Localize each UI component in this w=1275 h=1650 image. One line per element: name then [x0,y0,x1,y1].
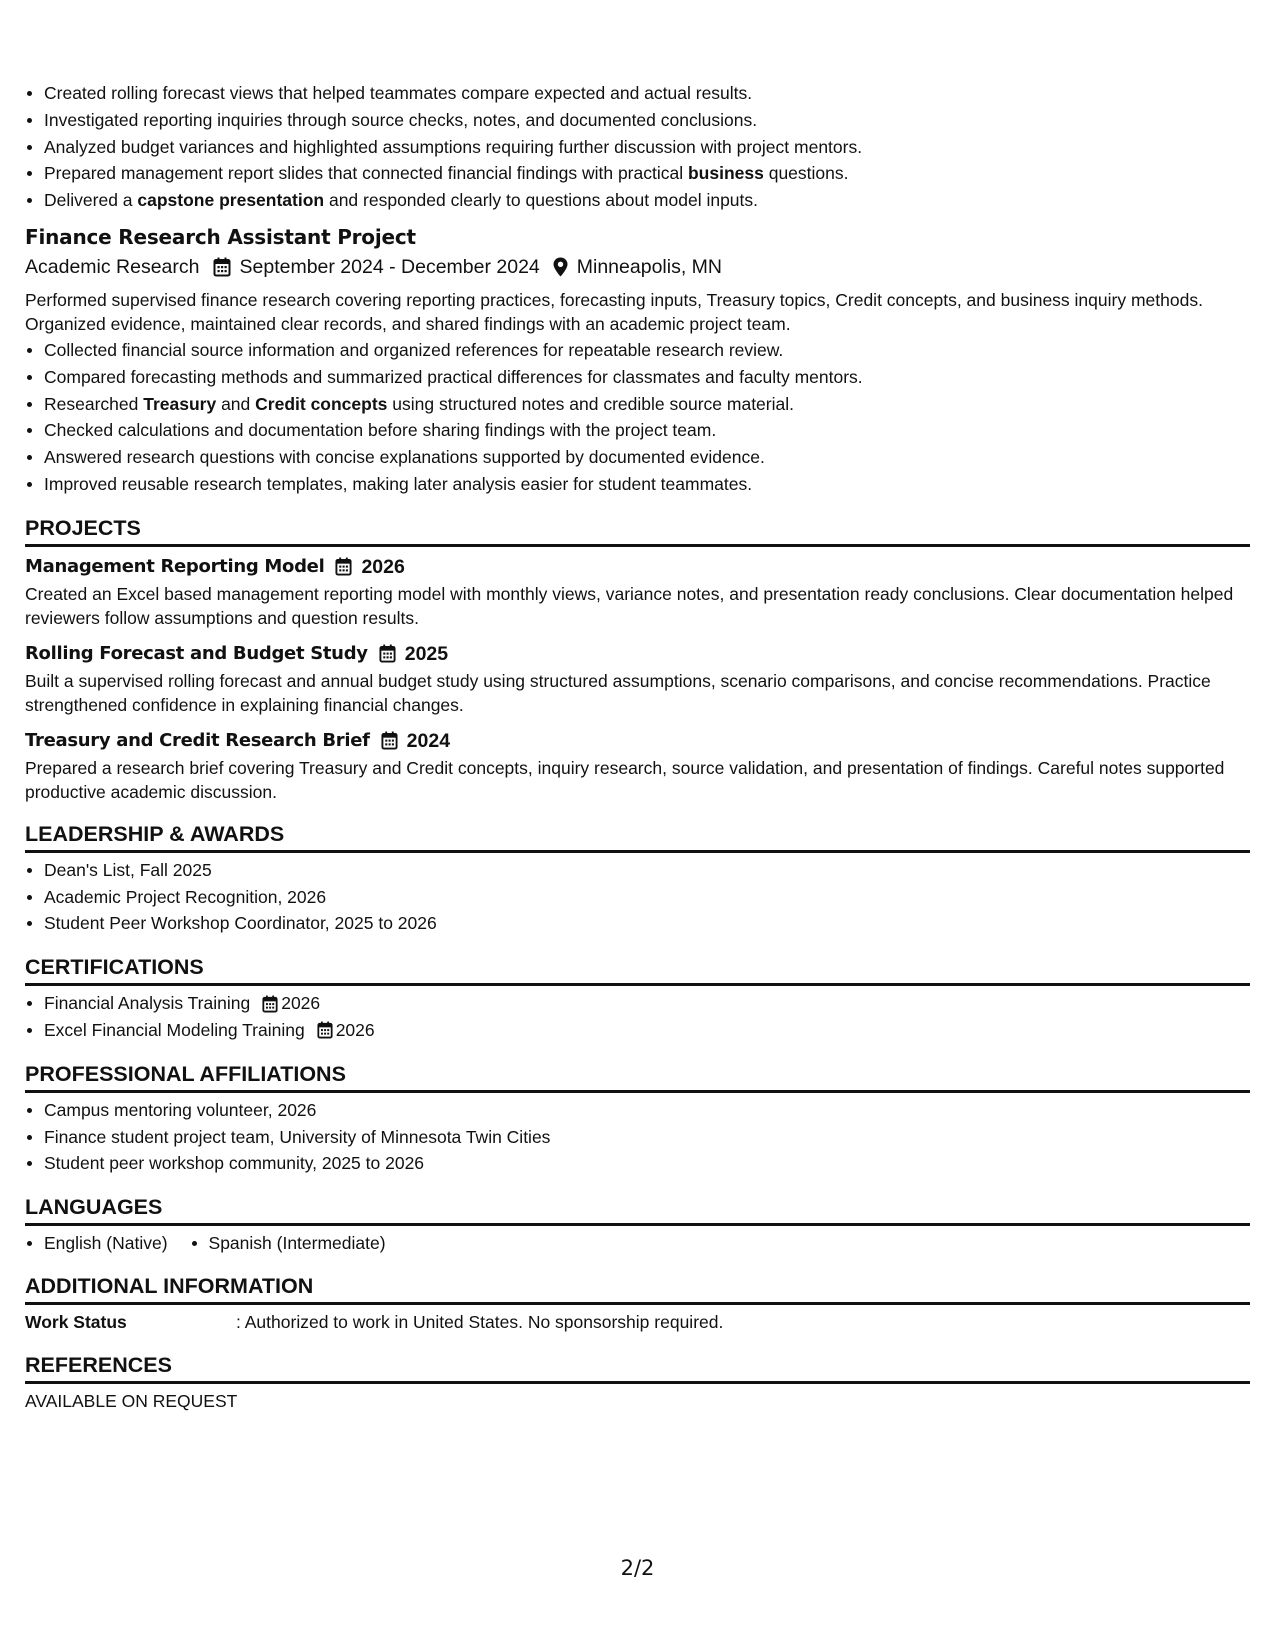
text-run: Delivered a [44,190,138,211]
leadership-heading: LEADERSHIP & AWARDS [25,820,1250,853]
project-title: Rolling Forecast and Budget Study [25,642,368,664]
job-title: Finance Research Assistant Project [25,224,416,249]
resume-page [25,80,1250,1414]
list-item: Student peer workshop community, 2025 to 2026 [25,1150,1250,1177]
project-entry [25,640,1250,717]
calendar-icon [381,731,398,750]
job-location: Minneapolis, MN [576,255,722,278]
language-item: Spanish (Intermediate) [190,1230,386,1256]
certification-row [44,990,320,1017]
project-description: Created an Excel based management reporting model with monthly views, variance notes, and presentation ready conclusions. Clear documentation helped reviewers follow assumptions and question results. [25,583,1234,628]
certifications-list [25,990,1250,1044]
references-text: AVAILABLE ON REQUEST [25,1391,238,1412]
project-entry [25,727,1250,804]
project-year: 2024 [406,729,451,752]
list-item: Finance student project team, University of Minnesota Twin Cities [25,1124,1250,1151]
calendar-icon [262,995,278,1013]
job-organization: Academic Research [25,255,200,278]
bold-text: Credit concepts [255,393,388,414]
job-meta [25,252,1250,282]
experience-bullet-list [25,80,1250,214]
text-run: Compared forecasting methods and summarized practical differences for classmates and faculty mentors. [44,366,863,387]
work-status-label: Work Status [25,1312,127,1333]
projects-list [25,553,1250,804]
list-item [25,134,1250,161]
bold-text: business [687,163,764,184]
certification-item [25,1017,1250,1044]
work-status-value: : Authorized to work in United States. No sponsorship required. [236,1312,724,1333]
text-run: questions. [763,163,849,184]
text-run: and responded clearly to questions about model inputs. [324,190,759,211]
project-entry [25,553,1250,630]
list-item [25,107,1250,134]
languages-list [25,1230,1250,1256]
job-summary: Performed supervised finance research covering reporting practices, forecasting inputs, Treasury topics, Credit concepts, and business inquiry methods. Organized evidence, maintained clear records, and shared findings with an academic project team. [25,289,1203,335]
affiliations-list [25,1097,1250,1177]
bold-text: capstone presentation [137,190,325,211]
list-item: Campus mentoring volunteer, 2026 [25,1097,1250,1124]
certification-name: Financial Analysis Training [44,993,251,1014]
work-status-row [25,1309,1250,1335]
project-title: Treasury and Credit Research Brief [25,729,370,751]
list-item: Student Peer Workshop Coordinator, 2025 to 2026 [25,910,1250,937]
project-title-row [25,727,1250,755]
list-item: Academic Project Recognition, 2026 [25,884,1250,911]
calendar-icon [317,1021,333,1039]
languages-heading: LANGUAGES [25,1193,1250,1226]
text-run: using structured notes and credible source material. [387,393,794,414]
certification-year: 2026 [335,1019,375,1040]
language-item: English (Native) [25,1230,168,1256]
project-description: Prepared a research brief covering Treasury and Credit concepts, inquiry research, source validation, and presentation of findings. Careful notes supported productive academic discussion. [25,757,1225,802]
calendar-icon [213,257,231,277]
list-item [25,417,1250,444]
list-item [25,471,1250,498]
map-pin-icon [553,257,568,277]
additional-info-heading: ADDITIONAL INFORMATION [25,1272,1250,1305]
project-title-row [25,640,1250,668]
certifications-heading: CERTIFICATIONS [25,953,1250,986]
text-run: Analyzed budget variances and highlighted assumptions requiring further discussion with project mentors. [44,136,863,157]
job-entry [25,224,1250,498]
job-bullet-list [25,337,1250,498]
list-item [25,337,1250,364]
certification-row [44,1017,375,1044]
references-heading: REFERENCES [25,1351,1250,1384]
certification-name: Excel Financial Modeling Training [44,1019,305,1040]
job-dates: September 2024 - December 2024 [239,255,540,278]
project-title-row [25,553,1250,581]
project-description: Built a supervised rolling forecast and annual budget study using structured assumptions, scenario comparisons, and concise recommendations. Practice strengthened confidence in explaining financial changes. [25,670,1211,715]
text-run: Answered research questions with concise explanations supported by documented evidence. [44,447,765,468]
text-run: and [216,393,256,414]
affiliations-heading: PROFESSIONAL AFFILIATIONS [25,1060,1250,1093]
list-item [25,160,1250,187]
certification-year: 2026 [281,993,321,1014]
certification-item [25,990,1250,1017]
bold-text: Treasury [143,393,217,414]
leadership-list [25,857,1250,937]
list-item [25,444,1250,471]
list-item [25,187,1250,214]
projects-heading: PROJECTS [25,514,1250,547]
project-year: 2025 [404,642,449,665]
calendar-icon [379,644,396,663]
text-run: Improved reusable research templates, making later analysis easier for student teammates. [44,473,753,494]
list-item [25,80,1250,107]
list-item: Dean's List, Fall 2025 [25,857,1250,884]
calendar-icon [335,557,352,576]
project-title: Management Reporting Model [25,555,325,577]
text-run: Researched [44,393,144,414]
list-item [25,391,1250,418]
text-run: Checked calculations and documentation before sharing findings with the project team. [44,420,717,441]
text-run: Created rolling forecast views that helped teammates compare expected and actual results. [44,83,753,103]
text-run: Investigated reporting inquiries through source checks, notes, and documented conclusions. [44,109,758,130]
text-run: Prepared management report slides that connected financial findings with practical [44,163,688,184]
list-item [25,364,1250,391]
page-number: 2/2 [620,1556,655,1580]
text-run: Collected financial source information and organized references for repeatable research review. [44,339,784,360]
project-year: 2026 [361,555,405,578]
